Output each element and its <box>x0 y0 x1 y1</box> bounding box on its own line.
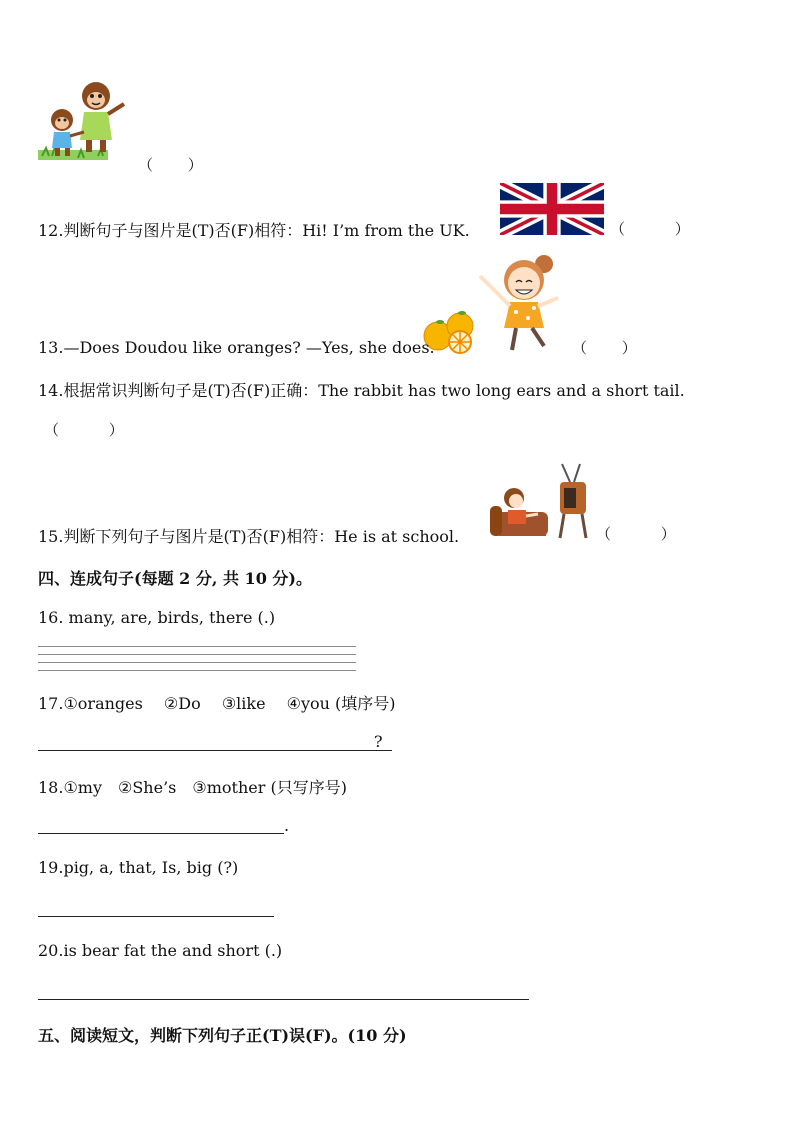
q20-answer-line[interactable] <box>38 999 529 1000</box>
q18-period: . <box>284 816 290 835</box>
girl-oranges-image <box>420 250 568 354</box>
writing-line <box>38 662 356 663</box>
q14-answer-paren[interactable]: （ ） <box>44 421 124 439</box>
writing-line <box>38 670 356 671</box>
q17-question-mark: ? <box>374 732 383 751</box>
q15-text: 15.判断下列句子与图片是(T)否(F)相符：He is at school. <box>38 527 460 546</box>
q13-answer-paren[interactable]: （ ） <box>572 339 637 357</box>
q12-answer-paren[interactable]: （ ） <box>610 220 690 238</box>
q19-text: 19.pig, a, that, Is, big (?) <box>38 858 239 877</box>
q14-text: 14.根据常识判断句子是(T)否(F)正确：The rabbit has two long ears and a short tail. <box>38 381 685 400</box>
q13-text: 13.—Does Doudou like oranges? —Yes, she does. <box>38 338 435 357</box>
section-4-heading: 四、连成句子(每题 2 分, 共 10 分)。 <box>38 569 312 588</box>
writing-line <box>38 646 356 647</box>
uk-flag-image <box>500 183 604 235</box>
q16-text: 16. many, are, birds, there (.) <box>38 608 276 627</box>
q15-answer-paren[interactable]: （ ） <box>596 525 676 543</box>
q18-text: 18.①my ②She’s ③mother (只写序号) <box>38 778 347 797</box>
q19-answer-line[interactable] <box>38 916 274 917</box>
q12-text: 12.判断句子与图片是(T)否(F)相符：Hi! I’m from the UK. <box>38 221 470 240</box>
q18-answer-line[interactable] <box>38 833 284 834</box>
q20-text: 20.is bear fat the and short (.) <box>38 941 283 960</box>
q11-answer-paren[interactable]: （ ） <box>138 156 203 174</box>
boy-watching-tv-image <box>490 462 590 542</box>
q17-text: 17.①oranges ②Do ③like ④you (填序号) <box>38 694 396 713</box>
q17-answer-line[interactable] <box>38 750 392 751</box>
section-5-heading: 五、阅读短文，判断下列句子正(T)误(F)。(10 分) <box>38 1026 407 1045</box>
writing-line <box>38 654 356 655</box>
monkeys-image <box>38 80 134 166</box>
